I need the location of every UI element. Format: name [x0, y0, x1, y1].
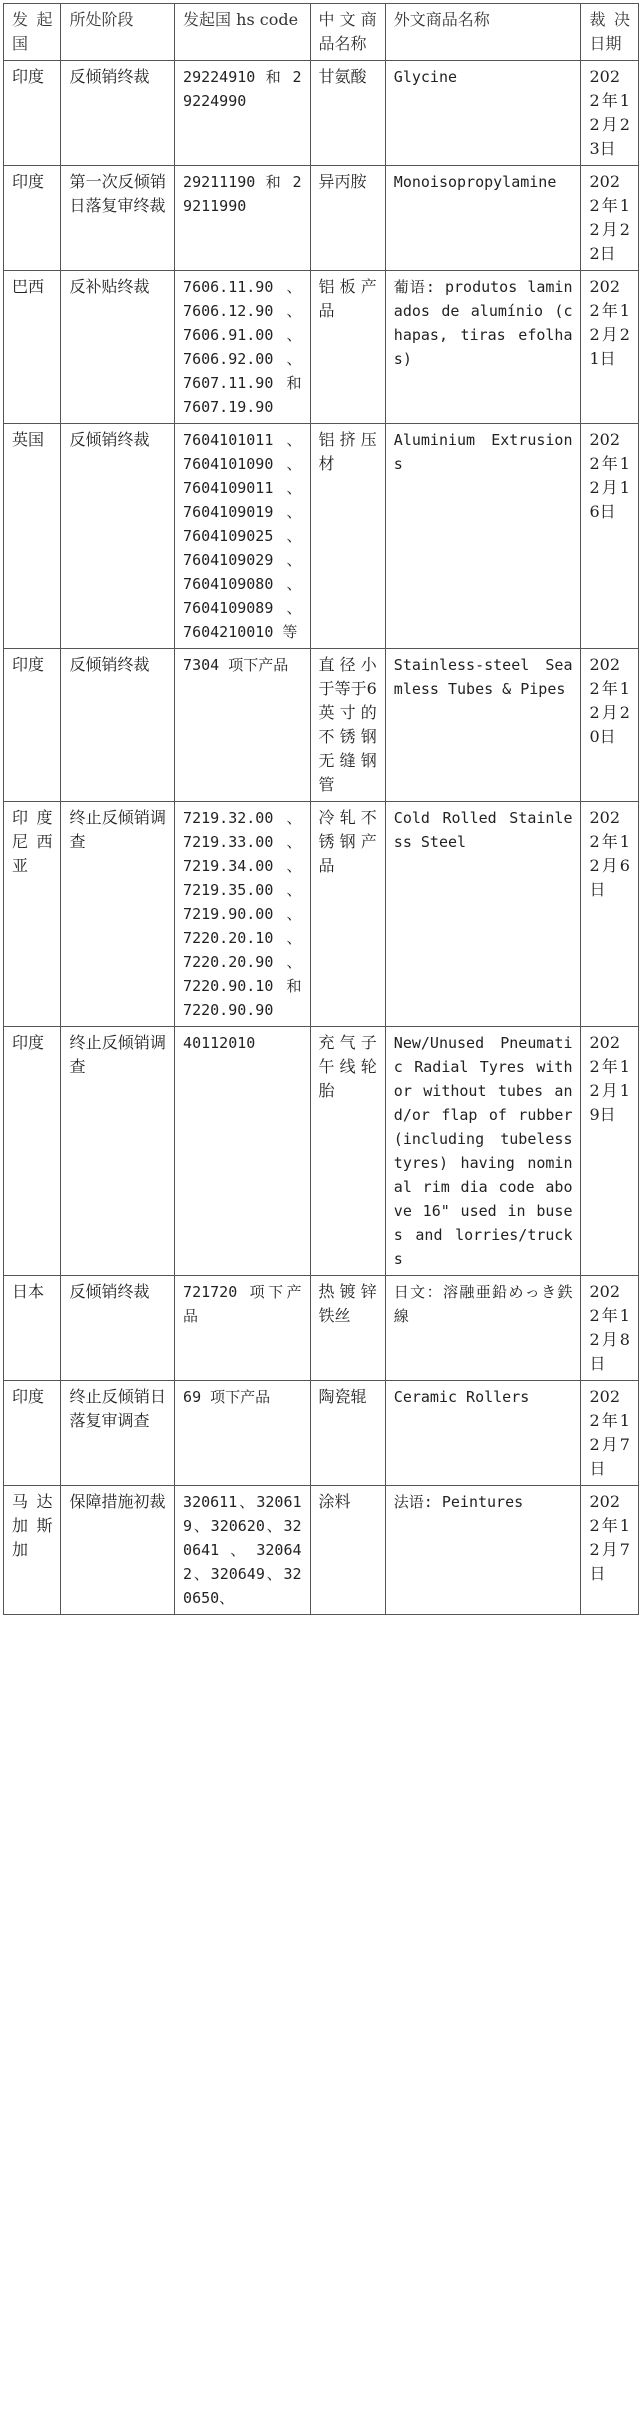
cell-cn-name: 异丙胺 — [310, 166, 385, 271]
table-body — [4, 61, 639, 1615]
cell-foreign-name: Glycine — [385, 61, 581, 166]
cell-foreign-name: Monoisopropylamine — [385, 166, 581, 271]
cell-hs-code: 7219.32.00 、 7219.33.00 、 7219.34.00 、 7219.35.00 、 7219.90.00 、 7220.20.10 、 7220.20.90 、 7220.90.10 和 7220.90.90 — [175, 802, 310, 1027]
cell-date: 2022年12月16日 — [581, 424, 639, 649]
cell-cn-name: 热镀锌铁丝 — [310, 1276, 385, 1381]
cell-hs-code: 721720 项下产品 — [175, 1276, 310, 1381]
cell-hs-code: 7606.11.90 、 7606.12.90 、 7606.91.00 、 7606.92.00 、 7607.11.90 和 7607.19.90 — [175, 271, 310, 424]
cell-hs-code: 320611、320619、320620、320641、320642、320649、320650、 — [175, 1486, 310, 1615]
cell-country: 印度 — [4, 649, 61, 802]
cell-country: 印度 — [4, 166, 61, 271]
cell-cn-name: 直径小于等于6英寸的不锈钢无缝钢管 — [310, 649, 385, 802]
cell-foreign-name: Stainless-steel Seamless Tubes & Pipes — [385, 649, 581, 802]
cell-country: 印度 — [4, 1381, 61, 1486]
cell-foreign-name: 葡语: produtos laminados de alumínio (chapas, tiras efolhas) — [385, 271, 581, 424]
cell-foreign-name: New/Unused Pneumatic Radial Tyres withor without tubes and/or flap of rubber (including tubeless tyres) having nominal rim dia code above 16" used in buses and lorries/trucks — [385, 1027, 581, 1276]
header-cn-name: 中文商品名称 — [310, 4, 385, 61]
cell-date: 2022年12月7日 — [581, 1486, 639, 1615]
cell-cn-name: 铝板产品 — [310, 271, 385, 424]
cell-foreign-name: Cold Rolled Stainless Steel — [385, 802, 581, 1027]
cell-country: 印度尼西亚 — [4, 802, 61, 1027]
cell-country: 英国 — [4, 424, 61, 649]
table-row — [4, 424, 639, 649]
cell-stage: 保障措施初裁 — [61, 1486, 175, 1615]
cell-hs-code: 29211190 和 29211990 — [175, 166, 310, 271]
table-row — [4, 802, 639, 1027]
cell-stage: 终止反倾销日落复审调查 — [61, 1381, 175, 1486]
cell-cn-name: 甘氨酸 — [310, 61, 385, 166]
cell-cn-name: 冷轧不锈钢产品 — [310, 802, 385, 1027]
header-date: 裁决日期 — [581, 4, 639, 61]
cell-foreign-name: 日文：溶融亜鉛めっき鉄線 — [385, 1276, 581, 1381]
cell-foreign-name: Aluminium Extrusions — [385, 424, 581, 649]
table-row — [4, 271, 639, 424]
table-row — [4, 1276, 639, 1381]
cell-cn-name: 陶瓷辊 — [310, 1381, 385, 1486]
cell-date: 2022年12月21日 — [581, 271, 639, 424]
cell-country: 印度 — [4, 61, 61, 166]
cell-hs-code: 7304 项下产品 — [175, 649, 310, 802]
cell-stage: 反倾销终裁 — [61, 61, 175, 166]
cell-stage: 终止反倾销调查 — [61, 802, 175, 1027]
cell-stage: 终止反倾销调查 — [61, 1027, 175, 1276]
cell-country: 印度 — [4, 1027, 61, 1276]
cell-date: 2022年12月20日 — [581, 649, 639, 802]
table-row — [4, 61, 639, 166]
cell-foreign-name: 法语: Peintures — [385, 1486, 581, 1615]
cell-stage: 第一次反倾销日落复审终裁 — [61, 166, 175, 271]
table-row — [4, 1027, 639, 1276]
cell-stage: 反倾销终裁 — [61, 424, 175, 649]
cell-country: 巴西 — [4, 271, 61, 424]
cell-cn-name: 铝挤压材 — [310, 424, 385, 649]
cell-date: 2022年12月19日 — [581, 1027, 639, 1276]
cell-hs-code: 29224910 和 29224990 — [175, 61, 310, 166]
table-row — [4, 166, 639, 271]
cell-country: 马达加斯加 — [4, 1486, 61, 1615]
cell-hs-code: 40112010 — [175, 1027, 310, 1276]
cell-date: 2022年12月23日 — [581, 61, 639, 166]
cell-foreign-name: Ceramic Rollers — [385, 1381, 581, 1486]
table-row — [4, 1381, 639, 1486]
header-stage: 所处阶段 — [61, 4, 175, 61]
header-row — [4, 4, 639, 61]
table-row — [4, 1486, 639, 1615]
cell-date: 2022年12月22日 — [581, 166, 639, 271]
cell-hs-code: 69 项下产品 — [175, 1381, 310, 1486]
cell-cn-name: 充气子午线轮胎 — [310, 1027, 385, 1276]
header-country: 发起国 — [4, 4, 61, 61]
table-row — [4, 649, 639, 802]
cell-stage: 反倾销终裁 — [61, 1276, 175, 1381]
header-foreign-name: 外文商品名称 — [385, 4, 581, 61]
trade-remedy-table — [3, 3, 639, 1615]
cell-stage: 反倾销终裁 — [61, 649, 175, 802]
cell-hs-code: 7604101011 、 7604101090 、 7604109011 、 7604109019 、 7604109025 、 7604109029 、 7604109080 、 7604109089 、 7604210010 等 — [175, 424, 310, 649]
header-hs-code: 发起国 hs code — [175, 4, 310, 61]
cell-country: 日本 — [4, 1276, 61, 1381]
cell-stage: 反补贴终裁 — [61, 271, 175, 424]
cell-date: 2022年12月7日 — [581, 1381, 639, 1486]
table-header — [4, 4, 639, 61]
cell-date: 2022年12月6日 — [581, 802, 639, 1027]
cell-cn-name: 涂料 — [310, 1486, 385, 1615]
cell-date: 2022年12月8日 — [581, 1276, 639, 1381]
